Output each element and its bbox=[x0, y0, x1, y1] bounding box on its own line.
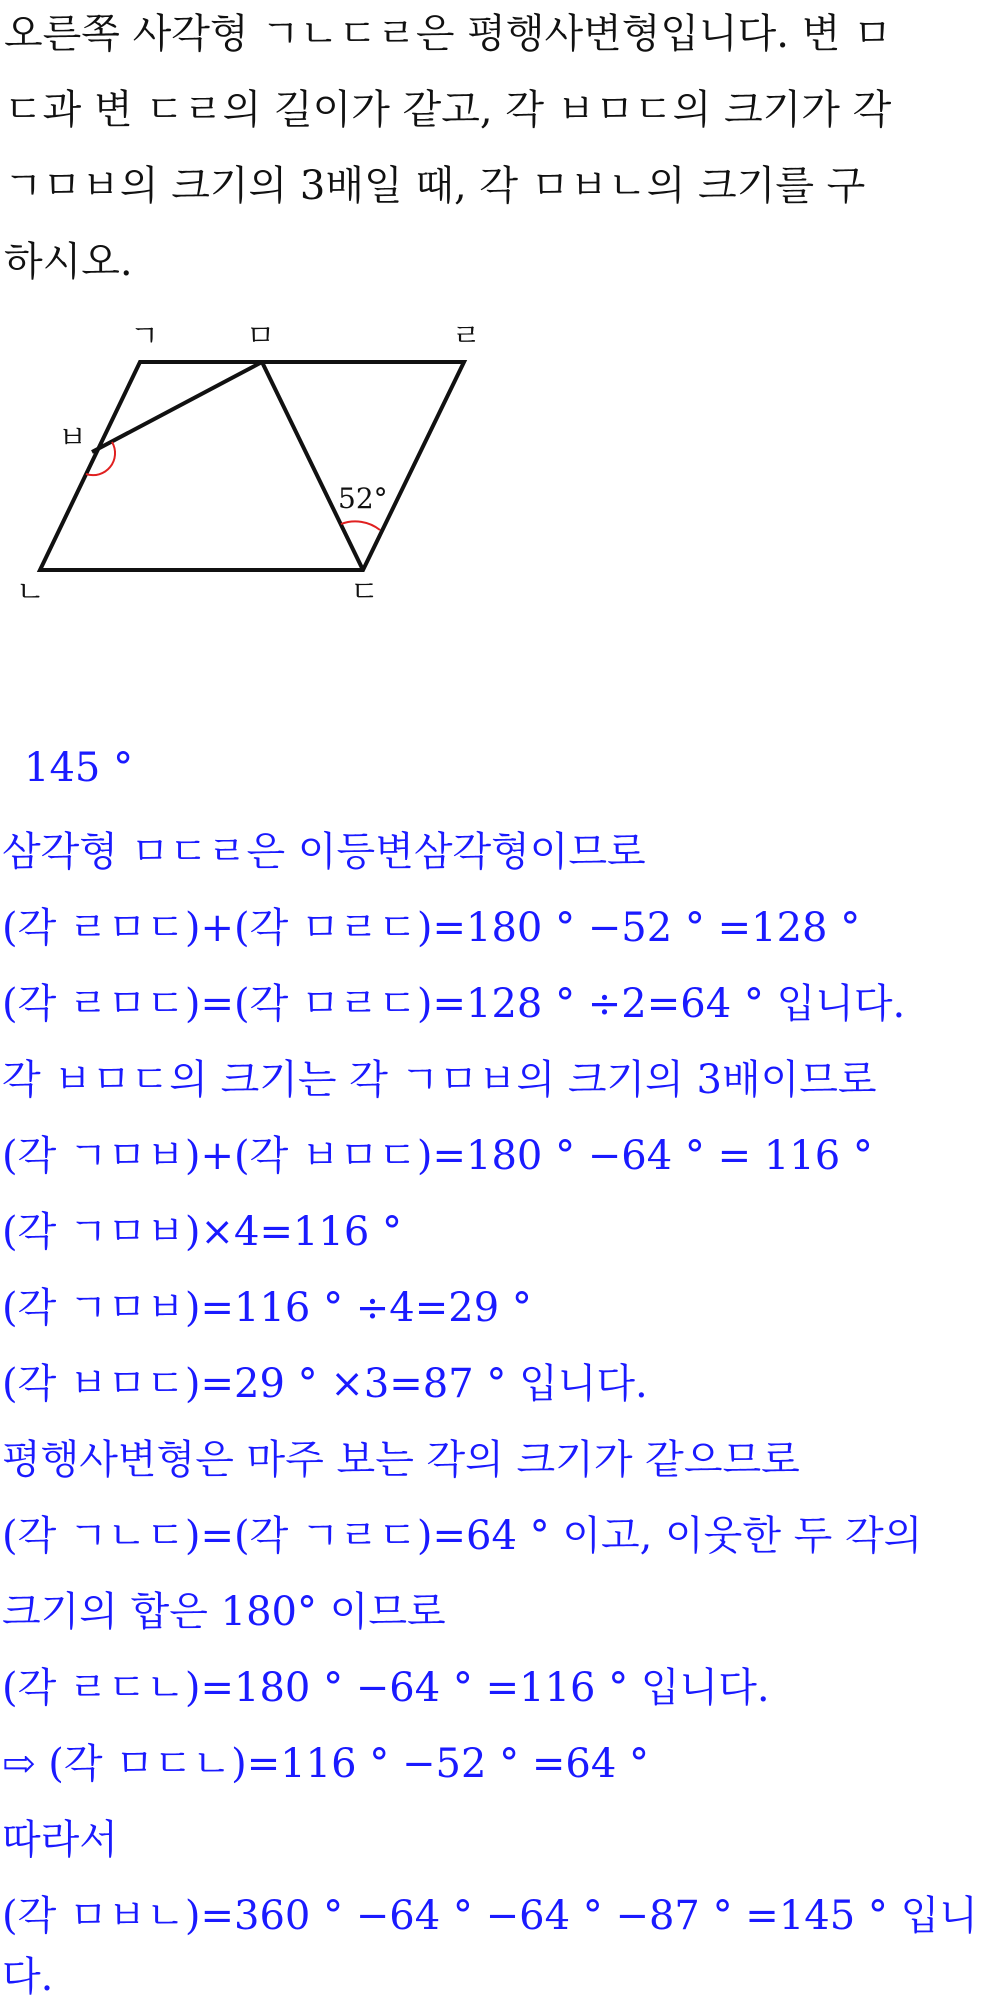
solution-line-13: ⇨ (각 ㅁㄷㄴ)=116 ° −52 ° =64 ° bbox=[2, 1741, 649, 1787]
parallelogram-diagram bbox=[0, 312, 500, 612]
solution-line-5: (각 ㄱㅁㅂ)+(각 ㅂㅁㄷ)=180 ° −64 ° = 116 ° bbox=[2, 1133, 873, 1179]
vertex-label-n: ㄴ bbox=[16, 575, 45, 610]
segment-md bbox=[262, 362, 363, 570]
solution-line-9: 평행사변형은 마주 보는 각의 크기가 같으므로 bbox=[2, 1437, 800, 1483]
angle-arc-d bbox=[341, 521, 380, 530]
solution-line-7: (각 ㄱㅁㅂ)=116 ° ÷4=29 ° bbox=[2, 1285, 532, 1331]
solution-line-16: 다. bbox=[2, 1954, 54, 2000]
solution-line-6: (각 ㄱㅁㅂ)×4=116 ° bbox=[2, 1209, 403, 1255]
vertex-label-g: ㄱ bbox=[130, 319, 159, 354]
solution-line-8: (각 ㅂㅁㄷ)=29 ° ×3=87 ° 입니다. bbox=[2, 1361, 648, 1407]
problem-line-1: 오른쪽 사각형 ㄱㄴㄷㄹ은 평행사변형입니다. 변 ㅁ bbox=[4, 11, 892, 57]
solution-line-4: 각 ㅂㅁㄷ의 크기는 각 ㄱㅁㅂ의 크기의 3배이므로 bbox=[2, 1057, 877, 1103]
problem-line-2: ㄷ과 변 ㄷㄹ의 길이가 같고, 각 ㅂㅁㄷ의 크기가 각 bbox=[4, 87, 892, 133]
solution-line-14: 따라서 bbox=[2, 1817, 118, 1863]
solution-line-3: (각 ㄹㅁㄷ)=(각 ㅁㄹㄷ)=128 ° ÷2=64 ° 입니다. bbox=[2, 981, 906, 1027]
solution-line-12: (각 ㄹㄷㄴ)=180 ° −64 ° =116 ° 입니다. bbox=[2, 1665, 770, 1711]
problem-line-4: 하시오. bbox=[4, 239, 133, 285]
vertex-label-r: ㄹ bbox=[452, 319, 481, 354]
problem-line-3: ㄱㅁㅂ의 크기의 3배일 때, 각 ㅁㅂㄴ의 크기를 구 bbox=[4, 163, 866, 209]
solution-line-1: 삼각형 ㅁㄷㄹ은 이등변삼각형이므로 bbox=[2, 829, 646, 875]
vertex-label-d: ㄷ bbox=[350, 575, 379, 610]
parallelogram-figure bbox=[0, 312, 500, 612]
solution-line-11: 크기의 합은 180° 이므로 bbox=[2, 1589, 446, 1635]
solution-line-2: (각 ㄹㅁㄷ)+(각 ㅁㄹㄷ)=180 ° −52 ° =128 ° bbox=[2, 905, 861, 951]
solution-line-10: (각 ㄱㄴㄷ)=(각 ㄱㄹㄷ)=64 ° 이고, 이웃한 두 각의 bbox=[2, 1513, 923, 1559]
parallelogram-outline bbox=[40, 362, 464, 570]
vertex-label-b: ㅂ bbox=[58, 421, 87, 456]
vertex-label-m: ㅁ bbox=[246, 319, 275, 354]
angle-label-52: 52° bbox=[338, 482, 388, 515]
solution-line-15: (각 ㅁㅂㄴ)=360 ° −64 ° −64 ° −87 ° =145 ° 입니 bbox=[2, 1893, 978, 1939]
answer-value: 145 ° bbox=[24, 745, 134, 791]
